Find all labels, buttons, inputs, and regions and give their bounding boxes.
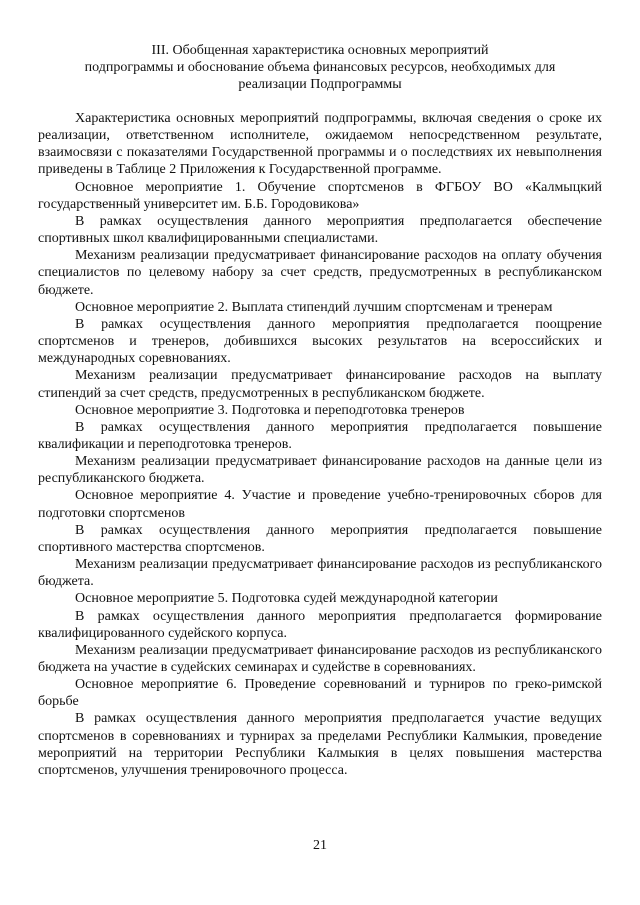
heading-line-2: подпрограммы и обоснование объема финансовых ресурсов, необходимых для — [84, 60, 556, 75]
paragraph-activity-3-scope: В рамках осуществления данного мероприятия предполагается повышение квалификации и переподготовка тренеров. — [38, 419, 602, 452]
heading-line-1: III. Обобщенная характеристика основных мероприятий — [151, 43, 489, 58]
paragraph-activity-6-title: Основное мероприятие 6. Проведение соревнований и турниров по греко-римской борьбе — [38, 677, 602, 710]
paragraph-activity-2-mechanism: Механизм реализации предусматривает финансирование расходов на выплату стипендий за счет средств, предусмотренных в республиканском бюджете. — [38, 368, 602, 401]
paragraph-activity-1-title: Основное мероприятие 1. Обучение спортсменов в ФГБОУ ВО «Калмыцкий государственный университет им. Б.Б. Городовикова» — [38, 179, 602, 212]
section-heading — [60, 42, 580, 93]
heading-line-3: реализации Подпрограммы — [238, 77, 402, 92]
paragraph-activity-5-scope: В рамках осуществления данного мероприятия предполагается формирование квалифицированного судейского корпуса. — [38, 608, 602, 641]
paragraph-activity-4-scope: В рамках осуществления данного мероприятия предполагается повышение спортивного мастерства спортсменов. — [38, 522, 602, 555]
paragraph-activity-2-scope: В рамках осуществления данного мероприятия предполагается поощрение спортсменов и тренеров, добившихся высоких результатов на всероссийских и международных соревнованиях. — [38, 316, 602, 367]
paragraph-activity-6-scope: В рамках осуществления данного мероприятия предполагается участие ведущих спортсменов в соревнованиях и турнирах за пределами Республики Калмыкия, проведение мероприятий на территории Республики Калмыкия в целях повышения мастерства спортсменов, улучшения тренировочного процесса. — [38, 711, 602, 778]
paragraph-activity-3-title: Основное мероприятие 3. Подготовка и переподготовка тренеров — [75, 402, 465, 418]
paragraph-activity-1-scope: В рамках осуществления данного мероприятия предполагается обеспечение спортивных школ квалифицированными специалистами. — [38, 213, 602, 247]
body-text — [38, 110, 602, 779]
page-number: 21 — [313, 838, 327, 853]
paragraph-activity-5-title: Основное мероприятие 5. Подготовка судей международной категории — [75, 591, 498, 607]
paragraph-activity-5-mechanism: Механизм реализации предусматривает финансирование расходов из республиканского бюджета на участие в судейских семинарах и судействе в соревнованиях. — [38, 642, 602, 675]
paragraph-activity-4-mechanism: Механизм реализации предусматривает финансирование расходов из республиканского бюджета. — [38, 557, 602, 590]
paragraph-activity-2-title: Основное мероприятие 2. Выплата стипендий лучшим спортсменам и тренерам — [75, 299, 553, 315]
paragraph-activity-1-mechanism: Механизм реализации предусматривает финансирование расходов на оплату обучения специалистов по целевому набору за счет средств, предусмотренных в республиканском бюджете. — [38, 248, 602, 298]
paragraph-intro: Характеристика основных мероприятий подпрограммы, включая сведения о сроке их реализации, ответственном исполнителе, ожидаемом непосредственном результате, взаимосвязи с показателями Государственной программы и о последствиях их невыполнения приведены в Таблице 2 Приложения к Государственной программе. — [38, 111, 602, 178]
paragraph-activity-4-title: Основное мероприятие 4. Участие и проведение учебно-тренировочных сборов для подготовки спортсменов — [38, 488, 602, 521]
paragraph-activity-3-mechanism: Механизм реализации предусматривает финансирование расходов на данные цели из республиканского бюджета. — [38, 454, 602, 487]
